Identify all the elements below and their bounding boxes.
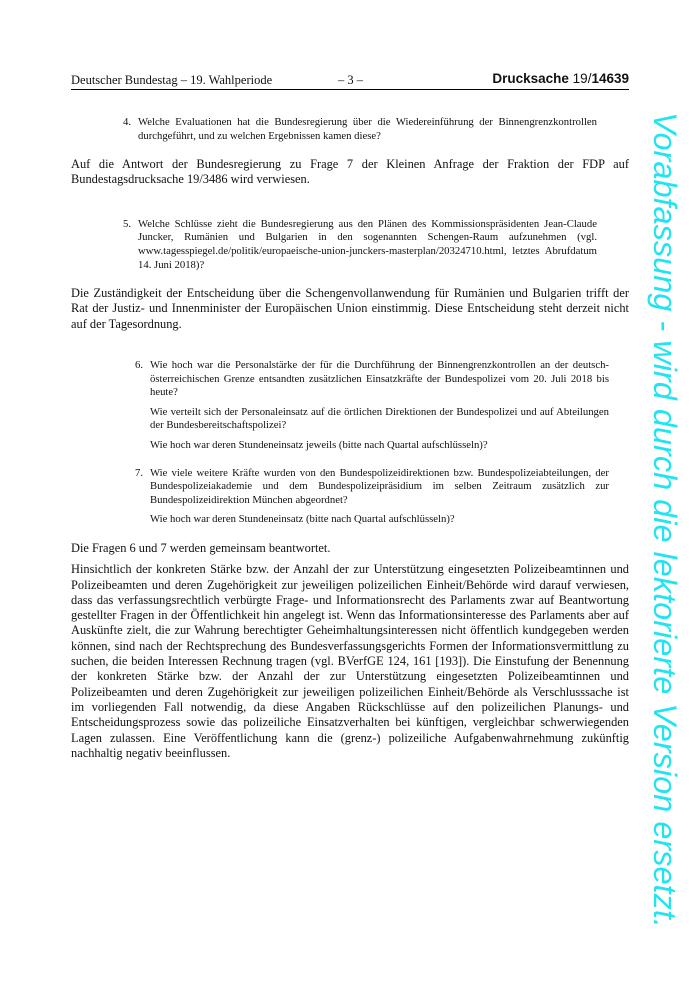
draft-watermark: Vorabfassung - wird durch die lektorierte Version ersetzt.	[647, 112, 683, 928]
question-7	[135, 467, 609, 527]
question-number: 4.	[123, 116, 132, 128]
page-header	[71, 71, 629, 91]
doc-period: 19/	[572, 71, 592, 86]
question-text: Welche Schlüsse zieht die Bundesregierung aus den Plänen des Kommissionspräsidenten Jean-Claude Juncker, Rumänien und Bulgarien in den sogenannten Schengen-Raum aufzunehmen (vgl. www.tagesspiegel.de/politik/europaeische-union-junckers-masterplan/20324710.html, letztes Abrufdatum 14. Juni 2018)?	[138, 217, 597, 271]
question-6	[135, 359, 609, 453]
question-subtext: Wie hoch war deren Stundeneinsatz (bitte nach Quartal aufschlüsseln)?	[150, 513, 455, 526]
question-number: 5.	[123, 217, 132, 230]
question-number: 6.	[135, 359, 144, 372]
question-text: Welche Evaluationen hat die Bundesregierung über die Wiedereinführung der Binnengrenzkontrollen durchgeführt, und zu welchen Ergebnissen kamen diese?	[138, 116, 597, 142]
header-rule	[71, 89, 629, 90]
doc-id: 14639	[591, 71, 629, 86]
question-5	[123, 218, 597, 272]
page-body	[71, 116, 629, 761]
doc-label: Drucksache	[492, 71, 569, 86]
document-number	[492, 71, 629, 86]
answer-6-7-body: Hinsichtlich der konkreten Stärke bzw. der Anzahl der zur Unterstützung eingesetzten Polizeibeamtinnen und Polizeibeamten und deren Zugehörigkeit zur jeweiligen polizeilichen Einheit/Behörde wird darauf verwiesen, dass das verfassungsrechtlich verbürgte Frage- und Informationsrecht des Parlaments zwar auf Beantwortung gestellter Fragen in der Öffentlichkeit hin angelegt ist. Wenn das Informationsinteresse des Parlaments aber auf Auskünfte zielt, die zur Wahrung berechtigter Geheimhaltungsinteressen nicht öffentlich kundgegeben werden können, sind nach der Rechtsprechung des Bundesverfassungsgerichts Formen der Informationsvermittlung zu suchen, die beiden Interessen Rechnung tragen (vgl. BVerfGE 124, 161 [193]). Die Einstufung der Benennung der konkreten Stärke bzw. der Anzahl der zur Unterstützung eingesetzten Polizeibeamtinnen und Polizeibeamten und deren Zugehörigkeit zur jeweiligen polizeilichen Einheit/Behörde als Verschlusssache ist im vorliegenden Fall notwendig, da diese Angaben Rückschlüsse auf den polizeilichen Planungs- und Entscheidungsprozess sowie das polizeiliche Einsatzverhalten bei künftigen, vergleichbar schwerwiegenden Lagen zulassen. Eine Veröffentlichung kann die (grenz-) polizeiliche Aufgabenwahrnehmung zukünftig nachhaltig negativ beeinflussen.	[71, 562, 629, 760]
answer-6-7-intro: Die Fragen 6 und 7 werden gemeinsam beantwortet.	[71, 540, 331, 555]
question-subtext: Wie verteilt sich der Personaleinsatz auf die örtlichen Direktionen der Bundespolizei und auf Abteilungen der Bundesbereitschaftspolizei?	[150, 405, 609, 432]
answer-4: Auf die Antwort der Bundesregierung zu Frage 7 der Kleinen Anfrage der Fraktion der FDP auf Bundestagsdrucksache 19/3486 wird verwiesen.	[71, 157, 629, 187]
question-4	[123, 116, 597, 143]
answer-5: Die Zuständigkeit der Entscheidung über die Schengenvollanwendung für Rumänien und Bulgarien trifft der Rat der Justiz- und Innenminister der Europäischen Union einstimmig. Diese Entscheidung steht derzeit nicht auf der Tagesordnung.	[71, 286, 629, 331]
question-subtext: Wie hoch war deren Stundeneinsatz jeweils (bitte nach Quartal aufschlüsseln)?	[150, 439, 488, 452]
header-parliament: Deutscher Bundestag – 19. Wahlperiode	[71, 73, 273, 87]
question-number: 7.	[135, 466, 144, 479]
page-number: – 3 –	[338, 73, 363, 87]
question-text: Wie viele weitere Kräfte wurden von den Bundespolizeidirektionen bzw. Bundespolizeiabteilungen, der Bundespolizeiakademie und dem Bundespolizeipräsidium im selben Zeitraum zusätzlich zur Bundespolizeidirektion München abgeordnet?	[150, 466, 609, 506]
question-text: Wie hoch war die Personalstärke der für die Durchführung der Binnengrenzkontrollen an der deutsch-österreichischen Grenze entsandten zusätzlichen Einsatzkräfte der Bundespolizei vom 20. Juli 2018 bis heute?	[150, 359, 609, 399]
